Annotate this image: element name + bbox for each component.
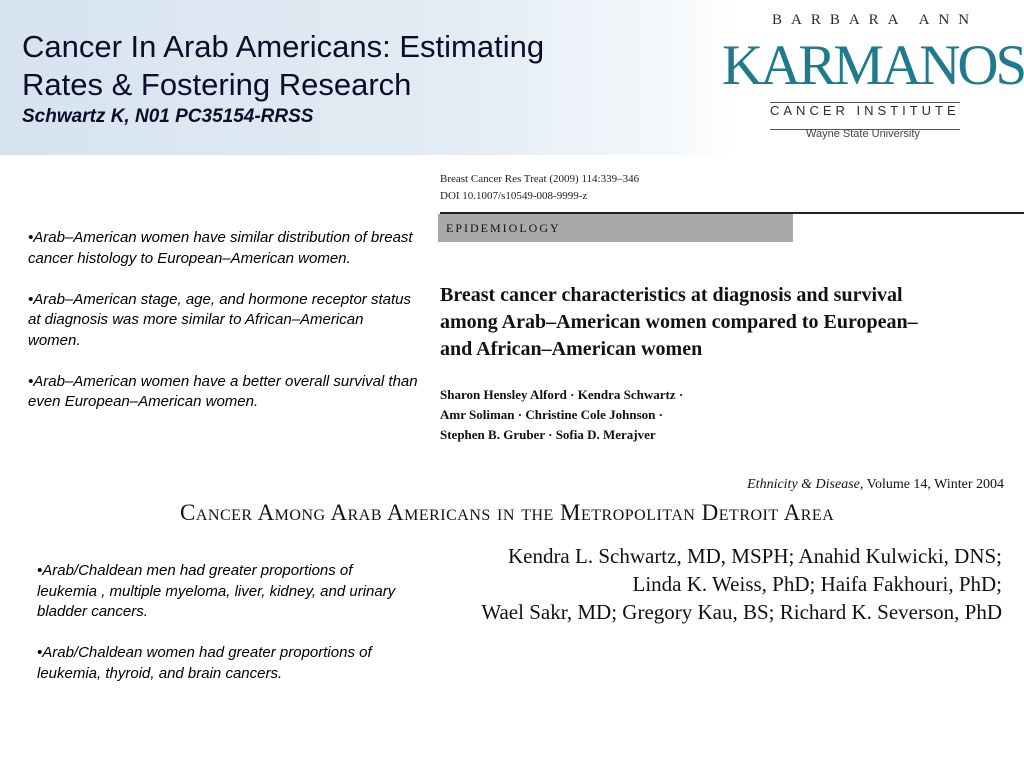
journal-name: Ethnicity & Disease, [747, 477, 864, 492]
paper-journal-citation: Breast Cancer Res Treat (2009) 114:339–346 [440, 173, 640, 185]
paper-author-line: Stephen B. Gruber · Sofia D. Merajver [440, 427, 656, 442]
journal-issue: Volume 14, Winter 2004 [863, 477, 1004, 492]
paper-author-line: Kendra L. Schwartz, MD, MSPH; Anahid Kulwicki, DNS; [507, 544, 1002, 568]
slide-subtitle: Schwartz K, N01 PC35154-RRSS [22, 106, 314, 127]
paper-title: Cancer Among Arab Americans in the Metropolitan Detroit Area [180, 500, 835, 525]
paper-journal-citation [747, 477, 1004, 493]
logo-affiliation-text: Wayne State University [806, 128, 920, 140]
finding-item: •Arab/Chaldean men had greater proportions of leukemia , multiple myeloma, liver, kidney, and urinary bladder cancers. [37, 562, 396, 620]
slide-title-line: Rates & Fostering Research [22, 67, 412, 102]
paper-authors [481, 542, 1002, 626]
finding-item: •Arab–American stage, age, and hormone receptor status at diagnosis was more similar to African–American women. [28, 290, 411, 349]
logo-main-text: KARMANOS [722, 34, 1024, 97]
paper-title-line: Breast cancer characteristics at diagnosis and survival [440, 284, 903, 306]
paper-title-line: among Arab–American women compared to European– [440, 311, 918, 333]
paper-title [440, 282, 1024, 363]
findings-list-top [28, 228, 420, 433]
slide-title-line: Cancer In Arab Americans: Estimating [22, 29, 545, 64]
logo-institute-text: CANCER INSTITUTE [770, 103, 960, 118]
finding-item: •Arab–American women have similar distribution of breast cancer histology to European–American women. [28, 229, 413, 267]
logo-top-text: BARBARA ANN [772, 12, 979, 28]
paper-excerpt-breast-cancer [440, 170, 1024, 440]
paper-excerpt-detroit [170, 472, 1020, 632]
paper-author-line: Linda K. Weiss, PhD; Haifa Fakhouri, PhD; [632, 572, 1002, 596]
finding-item: •Arab/Chaldean women had greater proportions of leukemia, thyroid, and brain cancers. [37, 644, 372, 682]
paper-authors [440, 385, 683, 445]
paper-doi: DOI 10.1007/s10549-008-9999-z [440, 190, 588, 202]
paper-title-line: and African–American women [440, 338, 703, 360]
slide-title [22, 28, 662, 104]
paper-author-line: Sharon Hensley Alford · Kendra Schwartz · [440, 387, 684, 402]
paper-author-line: Amr Soliman · Christine Cole Johnson · [440, 407, 663, 422]
karmanos-logo [722, 12, 1024, 142]
paper-author-line: Wael Sakr, MD; Gregory Kau, BS; Richard K. Severson, PhD [481, 600, 1002, 624]
paper-section-label: EPIDEMIOLOGY [438, 214, 793, 242]
finding-item: •Arab–American women have a better overall survival than even European–American women. [28, 372, 418, 410]
